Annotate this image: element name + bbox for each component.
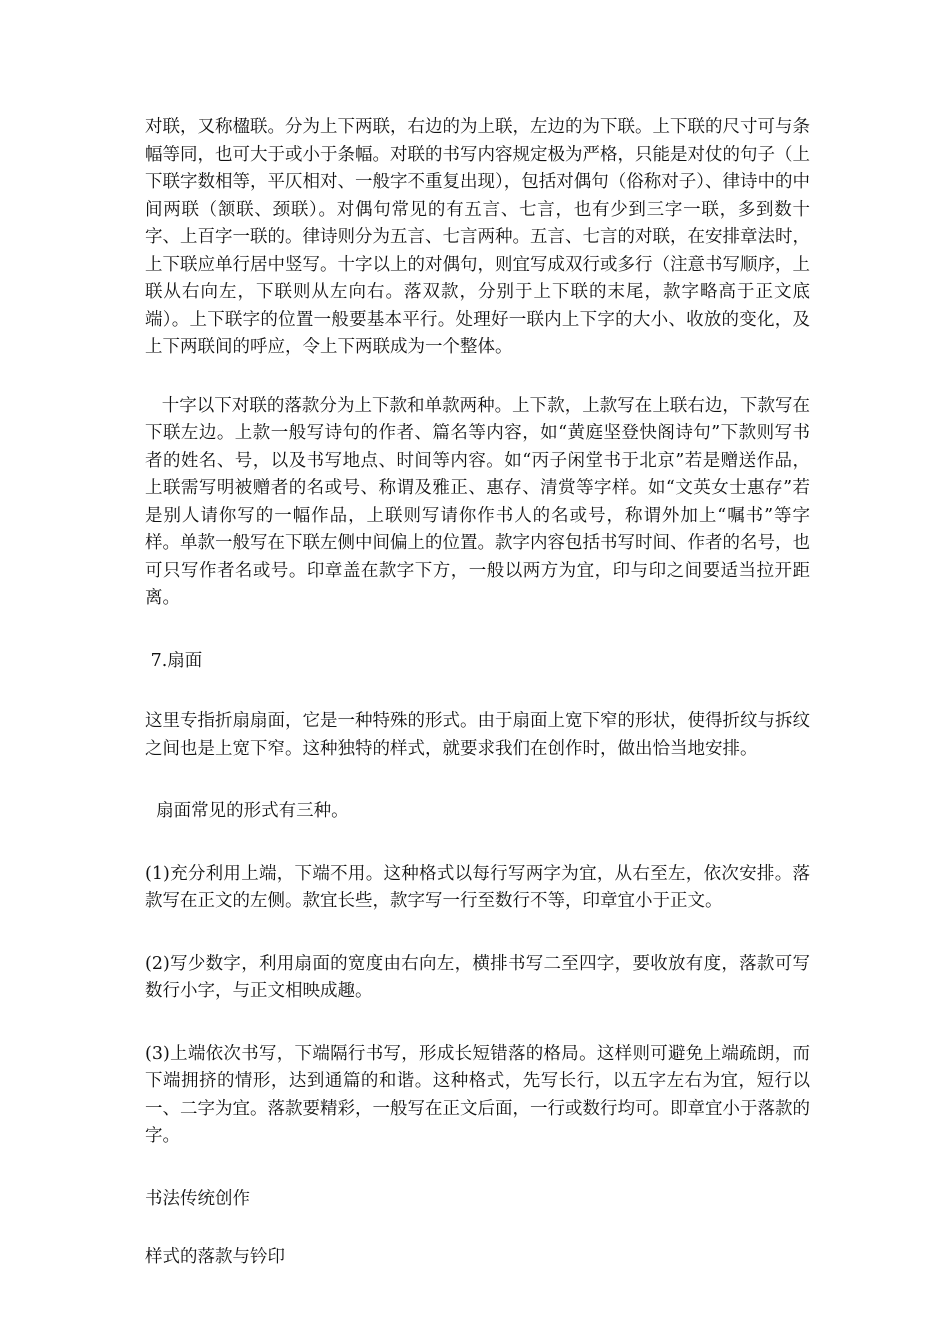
closing-line-1: 书法传统创作: [145, 1188, 250, 1209]
paragraph-couplet-intro: 对联，又称楹联。分为上下两联，右边的为上联，左边的为下联。上下联的尺寸可与条幅等同，也可大于或小于条幅。对联的书写内容规定极为严格，只能是对仗的句子（上下联字数相等，平仄相对、一般字不重复出现），包括对偶句（俗称对子）、律诗中的中间两联（颔联、颈联）。对偶句常见的有五言、七言，也有少到三字一联，多到数十字、上百字一联的。律诗则分为五言、七言两种。五言、七言的对联，在安排章法时，上下联应单行居中竖写。十字以上的对偶句，则宜写成双行或多行（注意书写顺序，上联从右向左，下联则从左向右。落双款，分别于上下联的末尾，款字略高于正文底端）。上下联字的位置一般要基本平行。处理好一联内上下字的大小、收放的变化，及上下两联间的呼应，令上下两联成为一个整体。: [145, 117, 810, 357]
paragraph-fan-intro: 这里专指折扇扇面，它是一种特殊的形式。由于扇面上宽下窄的形状，使得折纹与拆纹之间也是上宽下窄。这种独特的样式，就要求我们在创作时，做出恰当地安排。: [145, 711, 810, 759]
paragraph-fan-form-2: (2)写少数字，利用扇面的宽度由右向左，横排书写二至四字，要收放有度，落款可写数行小字，与正文相映成趣。: [145, 953, 810, 1001]
paragraph-fan-forms: 扇面常见的形式有三种。: [145, 801, 349, 821]
document-body: [145, 114, 810, 1272]
paragraph-fan-form-3: (3)上端依次书写，下端隔行书写，形成长短错落的格局。这样则可避免上端疏朗，而下端拥挤的情形，达到通篇的和谐。这种格式，先写长行，以五字左右为宜，短行以一、二字为宜。落款要精彩，一般写在正文后面，一行或数行均可。即章宜小于落款的字。: [145, 1043, 810, 1146]
section-heading-fan: 7.扇面: [145, 650, 203, 671]
paragraph-couplet-inscription: 十字以下对联的落款分为上下款和单款两种。上下款，上款写在上联右边，下款写在下联左边。上款一般写诗句的作者、篇名等内容，如“黄庭坚登快阁诗句”下款则写书者的姓名、号，以及书写地点、时间等内容。如“丙子闲堂书于北京”若是赠送作品，上联需写明被赠者的名或号、称谓及雅正、惠存、清赏等字样。如“文英女士惠存”若是别人请你写的一幅作品，上联则写请你作书人的名或号，称谓外加上“嘱书”等字样。单款一般写在下联左侧中间偏上的位置。款字内容包括书写时间、作者的名号，也可只写作者名或号。印章盖在款字下方，一般以两方为宜，印与印之间要适当拉开距离。: [145, 395, 810, 608]
paragraph-fan-form-1: (1)充分利用上端，下端不用。这种格式以每行写两字为宜，从右至左，依次安排。落款写在正文的左侧。款宜长些，款字写一行至数行不等，印章宜小于正文。: [145, 863, 810, 911]
closing-line-2: 样式的落款与钤印: [145, 1247, 285, 1267]
